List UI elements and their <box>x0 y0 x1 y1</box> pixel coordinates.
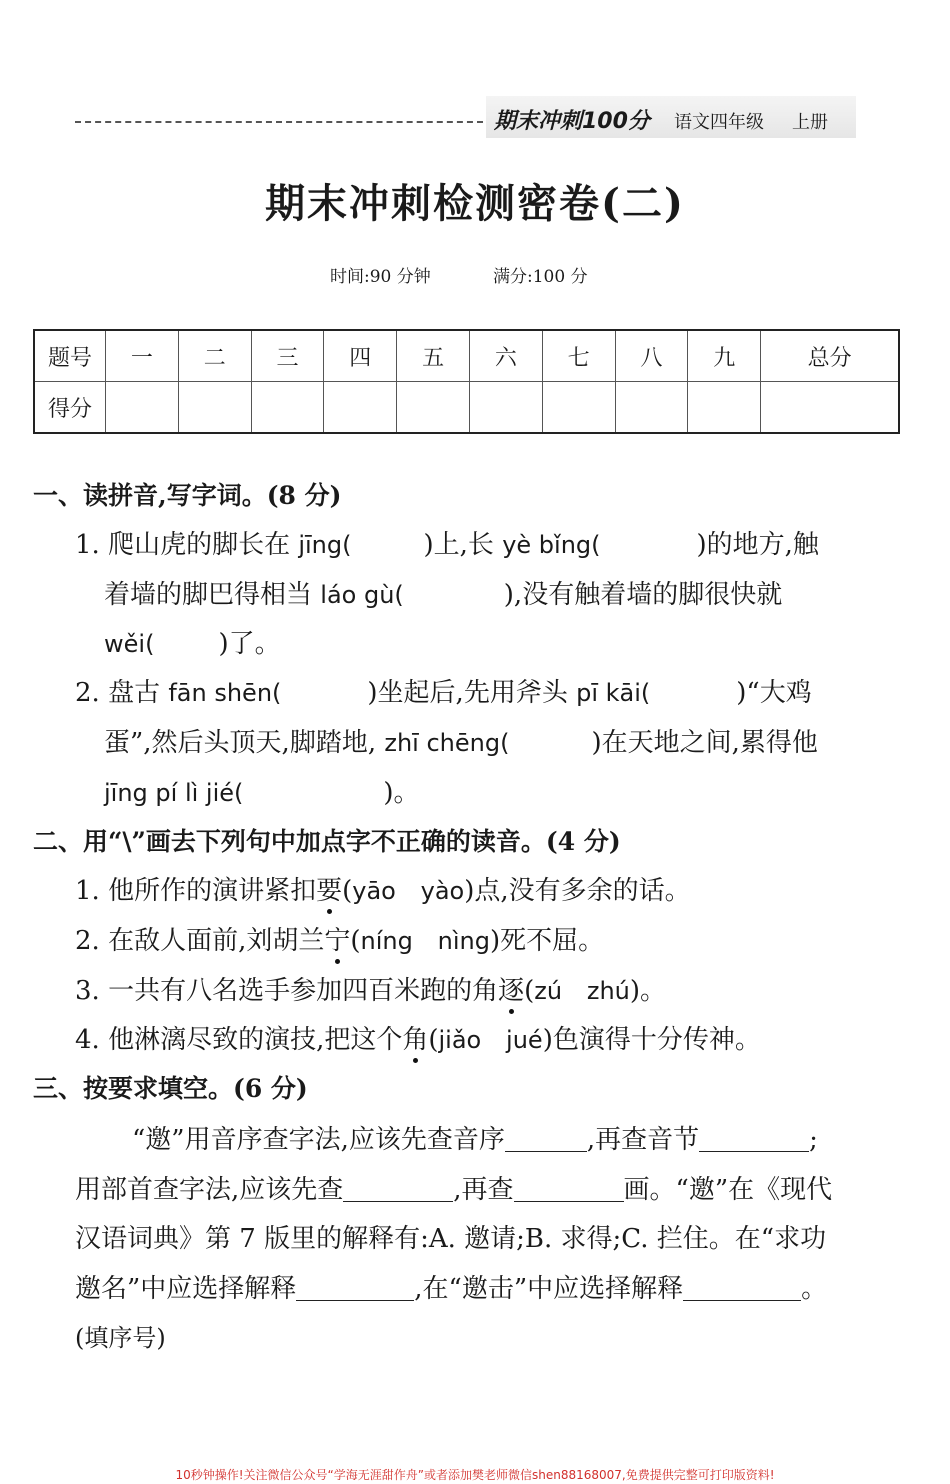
section2-title: 二、用“\”画去下列句中加点字不正确的读音。(4 分) <box>33 827 621 856</box>
section3-line2 <box>75 1169 832 1206</box>
pinyin: fān shēn( <box>168 679 282 707</box>
section3-note: (填序号) <box>75 1324 166 1352</box>
dotted-char: 宁 <box>324 926 351 956</box>
text: 用部首查字法,应该先查 <box>75 1175 344 1205</box>
text: 4. 他淋漓尽致的演技,把这个 <box>75 1025 403 1055</box>
text: 着墙的脚巴得相当 <box>104 580 313 610</box>
section2-item <box>75 870 691 907</box>
exam-time: 时间:90 分钟 <box>330 267 431 287</box>
section1-q2-line1 <box>75 672 812 709</box>
fill-blank[interactable] <box>296 1274 414 1301</box>
section3-line3: 汉语词典》第 7 版里的解释有:A. 邀请;B. 求得;C. 拦住。在“求功 <box>75 1224 827 1254</box>
text: 2. 在敌人面前,刘胡兰 <box>75 926 325 956</box>
fill-blank[interactable] <box>699 1125 809 1152</box>
header-volume: 上册 <box>792 112 828 133</box>
text: )的地方,触 <box>696 530 819 560</box>
exam-full-score: 满分:100 分 <box>493 267 588 287</box>
score-table-header-label: 题号 <box>34 330 106 382</box>
reading-option[interactable]: yāo <box>352 877 396 905</box>
reading-option[interactable]: zú <box>534 977 563 1005</box>
text: 。 <box>640 976 667 1006</box>
text: ( <box>428 1025 439 1055</box>
header-brand: 期末冲刺100分 <box>494 109 650 134</box>
footer-promo: 10秒钟操作!关注微信公众号“学海无涯甜作舟”或者添加樊老师微信shen88168007,免费提供完整可打印版资料! <box>175 1468 775 1482</box>
header-dashed-line <box>75 121 483 123</box>
section1-q2-line3 <box>104 772 420 809</box>
section2-item <box>75 920 604 957</box>
reading-option[interactable]: zhú <box>586 977 630 1005</box>
pinyin: jīng( <box>298 531 352 559</box>
score-table-row-label: 得分 <box>34 382 106 434</box>
score-table-col: 五 <box>397 330 470 382</box>
text: )上,长 <box>423 530 494 560</box>
section3-line1 <box>132 1119 818 1156</box>
text: ( <box>342 876 353 906</box>
pinyin: láo gù( <box>320 581 404 609</box>
reading-option[interactable]: jiǎo <box>438 1026 482 1054</box>
section1-q1-line1 <box>75 524 819 561</box>
dotted-char: 要 <box>316 876 343 906</box>
score-cell[interactable] <box>397 382 470 434</box>
score-cell[interactable] <box>542 382 615 434</box>
fill-blank[interactable] <box>505 1125 587 1152</box>
text: )。 <box>383 778 420 808</box>
section3-line4 <box>75 1268 827 1305</box>
score-table-col: 九 <box>688 330 761 382</box>
fill-blank[interactable] <box>683 1274 801 1301</box>
section2-item <box>75 970 666 1007</box>
text: 点,没有多余的话。 <box>474 876 691 906</box>
text: )了。 <box>218 629 281 659</box>
pinyin: wěi( <box>104 630 155 658</box>
section1-q1-line2 <box>104 574 782 611</box>
text: )在天地之间,累得他 <box>591 728 818 758</box>
dotted-char: 角 <box>402 1025 429 1055</box>
score-table-col: 三 <box>251 330 324 382</box>
text: 色演得十分传神。 <box>552 1025 761 1055</box>
text: 3. 一共有八名选手参加四百米跑的角 <box>75 976 499 1006</box>
dotted-char: 逐 <box>498 976 525 1006</box>
score-cell[interactable] <box>178 382 251 434</box>
score-table-col: 八 <box>615 330 688 382</box>
section2-item <box>75 1019 761 1056</box>
pinyin: pī kāi( <box>576 679 651 707</box>
text: ,在“邀击”中应选择解释 <box>414 1274 684 1304</box>
score-table-header-row <box>34 330 899 382</box>
score-cell[interactable] <box>324 382 397 434</box>
score-table-col: 六 <box>469 330 542 382</box>
score-table-col: 一 <box>106 330 179 382</box>
score-table <box>33 329 900 434</box>
text: 死不屈。 <box>500 926 605 956</box>
text: 1. 爬山虎的脚长在 <box>75 530 291 560</box>
reading-option[interactable]: jué <box>506 1026 543 1054</box>
score-table-col: 总分 <box>761 330 899 382</box>
text: ) <box>489 926 501 956</box>
reading-option[interactable]: nìng <box>437 927 490 955</box>
text: ,再查 <box>453 1175 514 1205</box>
page-title: 期末冲刺检测密卷(二) <box>265 180 685 227</box>
text: ,再查音节 <box>586 1125 700 1155</box>
pinyin: yè bǐng( <box>502 531 601 559</box>
pinyin: jīng pí lì jié( <box>104 779 244 807</box>
score-cell[interactable] <box>615 382 688 434</box>
section1-title: 一、读拼音,写字词。(8 分) <box>33 481 342 510</box>
header-subject: 语文四年级 <box>674 112 764 133</box>
score-cell[interactable] <box>688 382 761 434</box>
text: ) <box>629 976 641 1006</box>
text: “邀”用音序查字法,应该先查音序 <box>132 1125 505 1155</box>
score-table-col: 四 <box>324 330 397 382</box>
text: )坐起后,先用斧头 <box>367 678 568 708</box>
text: 蛋”,然后头顶天,脚踏地, <box>104 728 377 758</box>
score-cell[interactable] <box>251 382 324 434</box>
text: ),没有触着墙的脚很快就 <box>503 580 783 610</box>
text: 邀名”中应选择解释 <box>75 1274 297 1304</box>
text: 1. 他所作的演讲紧扣 <box>75 876 317 906</box>
score-table-col: 七 <box>542 330 615 382</box>
text: ) <box>464 876 475 906</box>
text: )“大鸡 <box>736 678 812 708</box>
text: ) <box>542 1025 553 1055</box>
reading-option[interactable]: níng <box>360 927 413 955</box>
score-cell[interactable] <box>761 382 899 434</box>
score-table-col: 二 <box>178 330 251 382</box>
score-table-score-row <box>34 382 899 434</box>
score-cell[interactable] <box>106 382 179 434</box>
fill-blank[interactable] <box>514 1175 624 1202</box>
pinyin: zhī chēng( <box>384 729 510 757</box>
fill-blank[interactable] <box>343 1175 453 1202</box>
text: 。 <box>801 1274 828 1304</box>
text: ( <box>350 926 361 956</box>
section1-q1-line3 <box>104 623 281 660</box>
reading-option[interactable]: yào <box>420 877 465 905</box>
section3-title: 三、按要求填空。(6 分) <box>33 1074 308 1103</box>
score-cell[interactable] <box>469 382 542 434</box>
text: 2. 盘古 <box>75 678 161 708</box>
text: ; <box>809 1125 818 1155</box>
text: ( <box>524 976 535 1006</box>
text: 画。“邀”在《现代 <box>623 1175 833 1205</box>
section1-q2-line2 <box>104 722 818 759</box>
